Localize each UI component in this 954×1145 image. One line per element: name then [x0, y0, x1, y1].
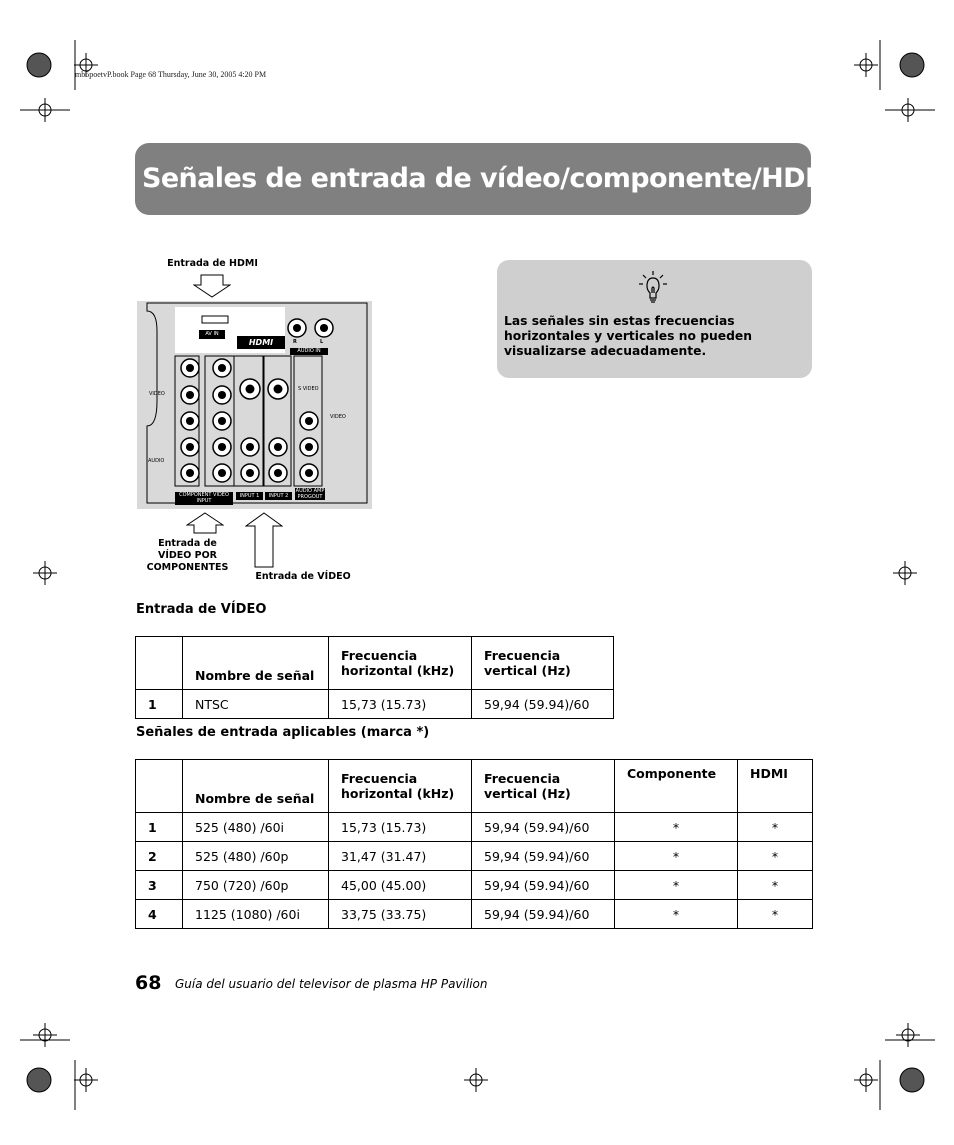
video-input-table — [135, 636, 614, 719]
jack-r-label: R — [293, 339, 297, 345]
table-cell: * — [738, 842, 813, 871]
video-input-label: Entrada de VÍDEO — [255, 571, 351, 582]
table-cell: * — [615, 900, 738, 929]
table-header: Nombre de señal — [183, 760, 329, 813]
table-cell: 1125 (1080) /60i — [183, 900, 329, 929]
jack-l-label: L — [320, 339, 324, 345]
table-cell: 15,73 (15.73) — [329, 813, 472, 842]
table-cell: 3 — [136, 871, 183, 900]
table-cell: 1 — [136, 690, 183, 719]
table-cell: 4 — [136, 900, 183, 929]
input2-tag: INPUT 2 — [265, 492, 292, 500]
tip-box — [497, 260, 812, 378]
table-cell: NTSC — [183, 690, 329, 719]
table-cell: * — [738, 871, 813, 900]
table-cell: 59,94 (59.94)/60 — [472, 813, 615, 842]
down-arrow-icon — [193, 274, 231, 298]
table-cell: 1 — [136, 813, 183, 842]
hdmi-logo: HDMI — [237, 336, 285, 349]
table-cell: 525 (480) /60i — [183, 813, 329, 842]
table-cell: 750 (720) /60p — [183, 871, 329, 900]
up-arrow-icon — [186, 512, 224, 534]
page-number: 68 — [135, 972, 162, 994]
table-header — [136, 637, 183, 690]
table-cell: * — [615, 871, 738, 900]
av-in-tag: AV IN — [199, 330, 225, 339]
table-cell: 59,94 (59.94)/60 — [472, 900, 615, 929]
table2-heading: Señales de entrada aplicables (marca *) — [136, 725, 430, 740]
table-header — [136, 760, 183, 813]
audio-amp-progout-tag: AUDIO AMP PROGOUT — [295, 488, 325, 500]
component-input-label: Entrada de VÍDEO POR COMPONENTES — [146, 538, 229, 573]
table-cell: 45,00 (45.00) — [329, 871, 472, 900]
table1-heading: Entrada de VÍDEO — [136, 602, 267, 617]
table-cell: 2 — [136, 842, 183, 871]
table-cell: 525 (480) /60p — [183, 842, 329, 871]
component-video-input-tag: COMPONENT VIDEO INPUT — [175, 492, 233, 505]
print-header: mb5poetvP.book Page 68 Thursday, June 30, 2005 4:20 PM — [75, 70, 267, 79]
table-header: Nombre de señal — [183, 637, 329, 690]
table-cell: * — [615, 813, 738, 842]
footer-text: Guía del usuario del televisor de plasma HP Pavilion — [175, 977, 488, 991]
table-header: Componente — [615, 760, 738, 813]
up-arrow-icon — [245, 512, 283, 568]
table-cell: 59,94 (59.94)/60 — [472, 690, 614, 719]
table-cell: * — [738, 900, 813, 929]
s-video-label: S VIDEO — [298, 386, 319, 392]
table-header: Frecuencia vertical (Hz) — [472, 760, 615, 813]
tip-text: Las señales sin estas frecuencias horizontales y verticales no pueden visualizarse adecuadamente. — [504, 314, 753, 358]
table-header: HDMI — [738, 760, 813, 813]
title-banner — [135, 143, 841, 215]
lightbulb-icon — [637, 270, 669, 306]
table-cell: * — [738, 813, 813, 842]
video-right-label: VIDEO — [330, 414, 346, 420]
table-cell: * — [615, 842, 738, 871]
table-cell: 59,94 (59.94)/60 — [472, 842, 615, 871]
table-cell: 31,47 (31.47) — [329, 842, 472, 871]
video-left-label: VIDEO — [149, 391, 165, 397]
hdmi-input-label: Entrada de HDMI — [167, 258, 258, 269]
page-title: Señales de entrada de vídeo/componente/HDMI — [142, 163, 841, 194]
audio-left-label: AUDIO — [148, 458, 165, 464]
applicable-signals-table — [135, 759, 813, 929]
table-cell: 15,73 (15.73) — [329, 690, 472, 719]
table-cell: 59,94 (59.94)/60 — [472, 871, 615, 900]
input1-tag: INPUT 1 — [236, 492, 263, 500]
tv-back-panel — [137, 301, 372, 509]
table-header: Frecuencia horizontal (kHz) — [329, 760, 472, 813]
table-header: Frecuencia horizontal (kHz) — [329, 637, 472, 690]
audio-in-tag: AUDIO IN — [290, 348, 328, 355]
table-header: Frecuencia vertical (Hz) — [472, 637, 614, 690]
table-cell: 33,75 (33.75) — [329, 900, 472, 929]
